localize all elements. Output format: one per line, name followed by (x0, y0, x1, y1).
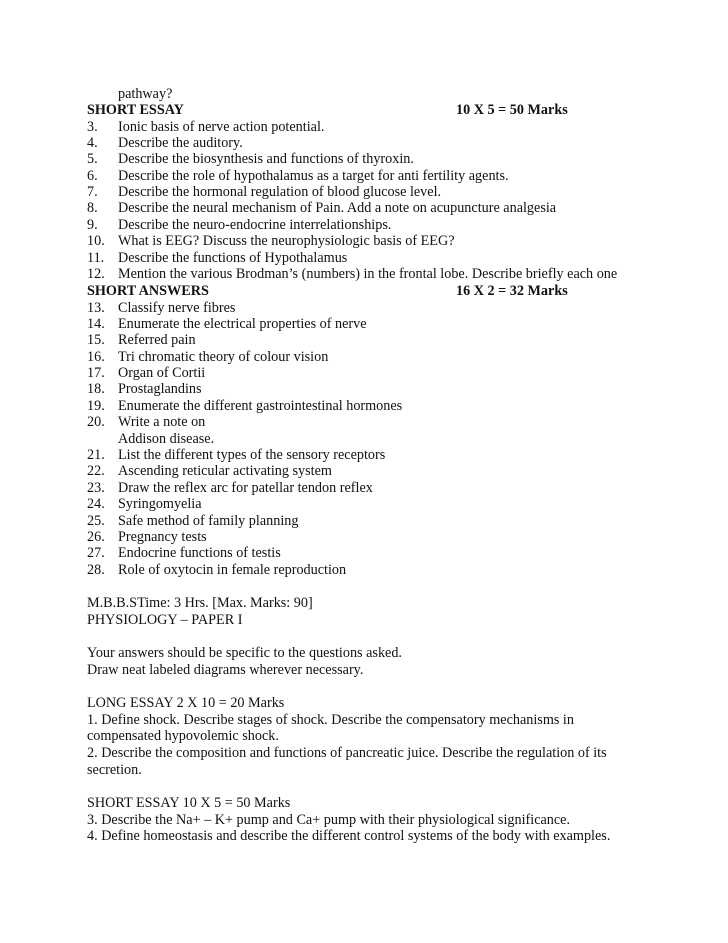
question-number: 17. (87, 365, 105, 382)
question-text: Pregnancy tests (118, 528, 207, 545)
question-number: 10. (87, 233, 105, 250)
question-number: 28. (87, 561, 105, 578)
question-text: Draw the reflex arc for patellar tendon reflex (118, 479, 373, 496)
question-text: What is EEG? Discuss the neurophysiologic basis of EEG? (118, 233, 455, 250)
question-text-continued: Addison disease. (118, 430, 215, 447)
question-text: 1. Define shock. Describe stages of shock. Describe the compensatory mechanisms in (87, 711, 574, 728)
question-number: 16. (87, 348, 105, 365)
question-number: 7. (87, 184, 98, 201)
question-number: 25. (87, 512, 105, 529)
question-text: 2. Describe the composition and functions of pancreatic juice. Describe the regulation of its (87, 745, 607, 762)
question-text: Describe the biosynthesis and functions of thyroxin. (118, 151, 414, 168)
question-text: Enumerate the electrical properties of nerve (118, 315, 367, 332)
long-essay-section (87, 695, 647, 779)
question-text: Organ of Cortii (118, 365, 206, 382)
question-text: Endocrine functions of testis (118, 545, 281, 562)
instruction-line: Your answers should be specific to the questions asked. (87, 645, 402, 661)
question-number: 4. (87, 134, 98, 151)
question-number: 12. (87, 266, 105, 283)
instruction-line: Draw neat labeled diagrams wherever necessary. (87, 661, 364, 678)
question-text: Referred pain (118, 332, 196, 349)
question-number: 6. (87, 167, 98, 184)
question-text: Classify nerve fibres (118, 299, 236, 316)
question-number: 27. (87, 545, 105, 562)
section-heading-short-essay: SHORT ESSAY (87, 102, 184, 118)
question-number: 5. (87, 151, 98, 168)
question-text: Ascending reticular activating system (118, 463, 332, 480)
question-number: 18. (87, 381, 105, 398)
section-marks-short-essay: 10 X 5 = 50 Marks (456, 102, 568, 118)
section-heading-short-answers: SHORT ANSWERS (87, 283, 209, 299)
question-text: 4. Define homeostasis and describe the different control systems of the body with examples. (87, 828, 611, 845)
question-number: 9. (87, 216, 98, 233)
question-number: 8. (87, 200, 98, 217)
question-text: Write a note on (118, 414, 206, 431)
question-number: 23. (87, 479, 105, 496)
continuation-text: pathway? (118, 86, 173, 102)
question-number: 15. (87, 332, 105, 349)
question-number: 24. (87, 496, 105, 513)
question-text: Syringomyelia (118, 496, 202, 513)
question-number: 26. (87, 528, 105, 545)
question-text: Tri chromatic theory of colour vision (118, 348, 329, 365)
long-essay-heading: LONG ESSAY 2 X 10 = 20 Marks (87, 695, 285, 711)
question-text: Safe method of family planning (118, 512, 299, 529)
paper-title: PHYSIOLOGY – PAPER I (87, 611, 243, 628)
paper-header (87, 595, 647, 628)
question-text: Role of oxytocin in female reproduction (118, 561, 347, 578)
question-text: Describe the role of hypothalamus as a target for anti fertility agents. (118, 167, 509, 184)
question-text: Describe the neuro-endocrine interrelationships. (118, 216, 392, 233)
question-number: 19. (87, 397, 105, 414)
question-number: 14. (87, 315, 105, 332)
question-number: 22. (87, 463, 105, 480)
question-text: 3. Describe the Na+ – K+ pump and Ca+ pump with their physiological significance. (87, 811, 571, 828)
question-text: Describe the neural mechanism of Pain. Add a note on acupuncture analgesia (118, 200, 557, 217)
paper-time-marks: M.B.B.STime: 3 Hrs. [Max. Marks: 90] (87, 595, 313, 611)
question-text: Ionic basis of nerve action potential. (118, 118, 325, 135)
question-text: List the different types of the sensory receptors (118, 447, 386, 464)
question-number: 13. (87, 299, 105, 316)
question-text: Prostaglandins (118, 381, 202, 398)
question-text: Describe the auditory. (118, 134, 243, 151)
question-number: 21. (87, 447, 105, 464)
question-number: 20. (87, 414, 105, 431)
question-text: Describe the functions of Hypothalamus (118, 249, 348, 266)
short-essay-heading: SHORT ESSAY 10 X 5 = 50 Marks (87, 795, 291, 811)
instructions (87, 645, 647, 678)
question-number: 11. (87, 249, 105, 266)
question-text: secretion. (87, 761, 142, 778)
section-marks-short-answers: 16 X 2 = 32 Marks (456, 283, 568, 299)
question-text: Mention the various Brodman’s (numbers) in the frontal lobe. Describe briefly each one (118, 266, 618, 283)
question-text: compensated hypovolemic shock. (87, 728, 279, 745)
question-number: 3. (87, 118, 98, 135)
short-essay-section-2 (87, 795, 647, 845)
question-text: Describe the hormonal regulation of blood glucose level. (118, 184, 442, 201)
question-text: Enumerate the different gastrointestinal hormones (118, 397, 403, 414)
